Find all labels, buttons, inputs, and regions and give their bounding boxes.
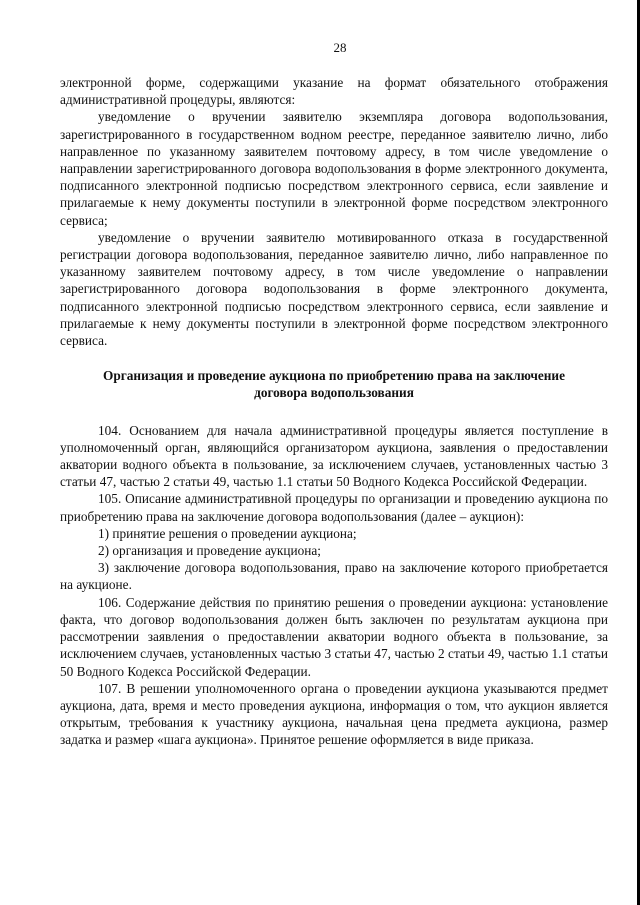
paragraph-106: 106. Содержание действия по принятию решения о проведении аукциона: установление факта, что договор водопользования должен быть заключен по результатам аукциона при рассмотрении заявления о предоставлении акватории водного объекта в пользование, за исключением случаев, установленных частью 3 статьи 47, частью 2 статьи 49, частью 1.1 статьи 50 Водного Кодекса Российской Федерации. — [60, 594, 608, 679]
section-heading: Организация и проведение аукциона по приобретению права на заключение договора водопользования — [103, 368, 565, 401]
paragraph-107: 107. В решении уполномоченного органа о проведении аукциона указываются предмет аукциона, дата, время и место проведения аукциона, информация о том, что аукцион является открытым, требования к участнику аукциона, начальная цена предмета аукциона, размер задатка и размер «шага аукциона». Принятое решение оформляется в виде приказа. — [60, 680, 608, 748]
list-item-3: 3) заключение договора водопользования, право на заключение которого приобретается на аукционе. — [60, 560, 608, 593]
paragraph-104: 104. Основанием для начала административной процедуры является поступление в уполномоченный орган, являющийся организатором аукциона, заявления о предоставлении акватории водного объекта в пользование, за исключением случаев, установленных частью 3 статьи 47, частью 2 статьи 49, частью 1.1 статьи 50 Водного Кодекса Российской Федерации. — [60, 422, 608, 490]
top-section — [60, 74, 608, 349]
bottom-section — [60, 422, 608, 749]
paragraph-105: 105. Описание административной процедуры по организации и проведению аукциона по приобретению права на заключение договора водопользования (далее – аукцион): — [60, 491, 608, 524]
list-item-2: 2) организация и проведение аукциона; — [98, 543, 321, 559]
page-number: 28 — [333, 40, 347, 55]
paragraph-2: уведомление о вручении заявителю мотивированного отказа в государственной регистрации договора водопользования, переданное заявителю лично, либо направленное по указанному заявителем почтовому адресу, в том числе уведомление о направлении зарегистрированного договора водопользования в форме электронного документа, подписанного электронной подписью посредством электронного сервиса, если заявление и прилагаемые к нему документы поступили в электронной форме посредством электронного сервиса. — [60, 229, 608, 349]
paragraph-0: электронной форме, содержащими указание на формат обязательного отображения административной процедуры, являются: — [60, 75, 608, 108]
list-item-1: 1) принятие решения о проведении аукциона; — [98, 525, 357, 541]
paragraph-1: уведомление о вручении заявителю экземпляра договора водопользования, зарегистрированного в государственном водном реестре, переданное заявителю лично, либо направленное по указанному заявителем почтовому адресу, в том числе уведомление о направлении зарегистрированного договора водопользования в форме электронного документа, подписанного электронной подписью посредством электронного сервиса, если заявление и прилагаемые к нему документы поступили в электронной форме посредством электронного сервиса; — [60, 109, 608, 228]
